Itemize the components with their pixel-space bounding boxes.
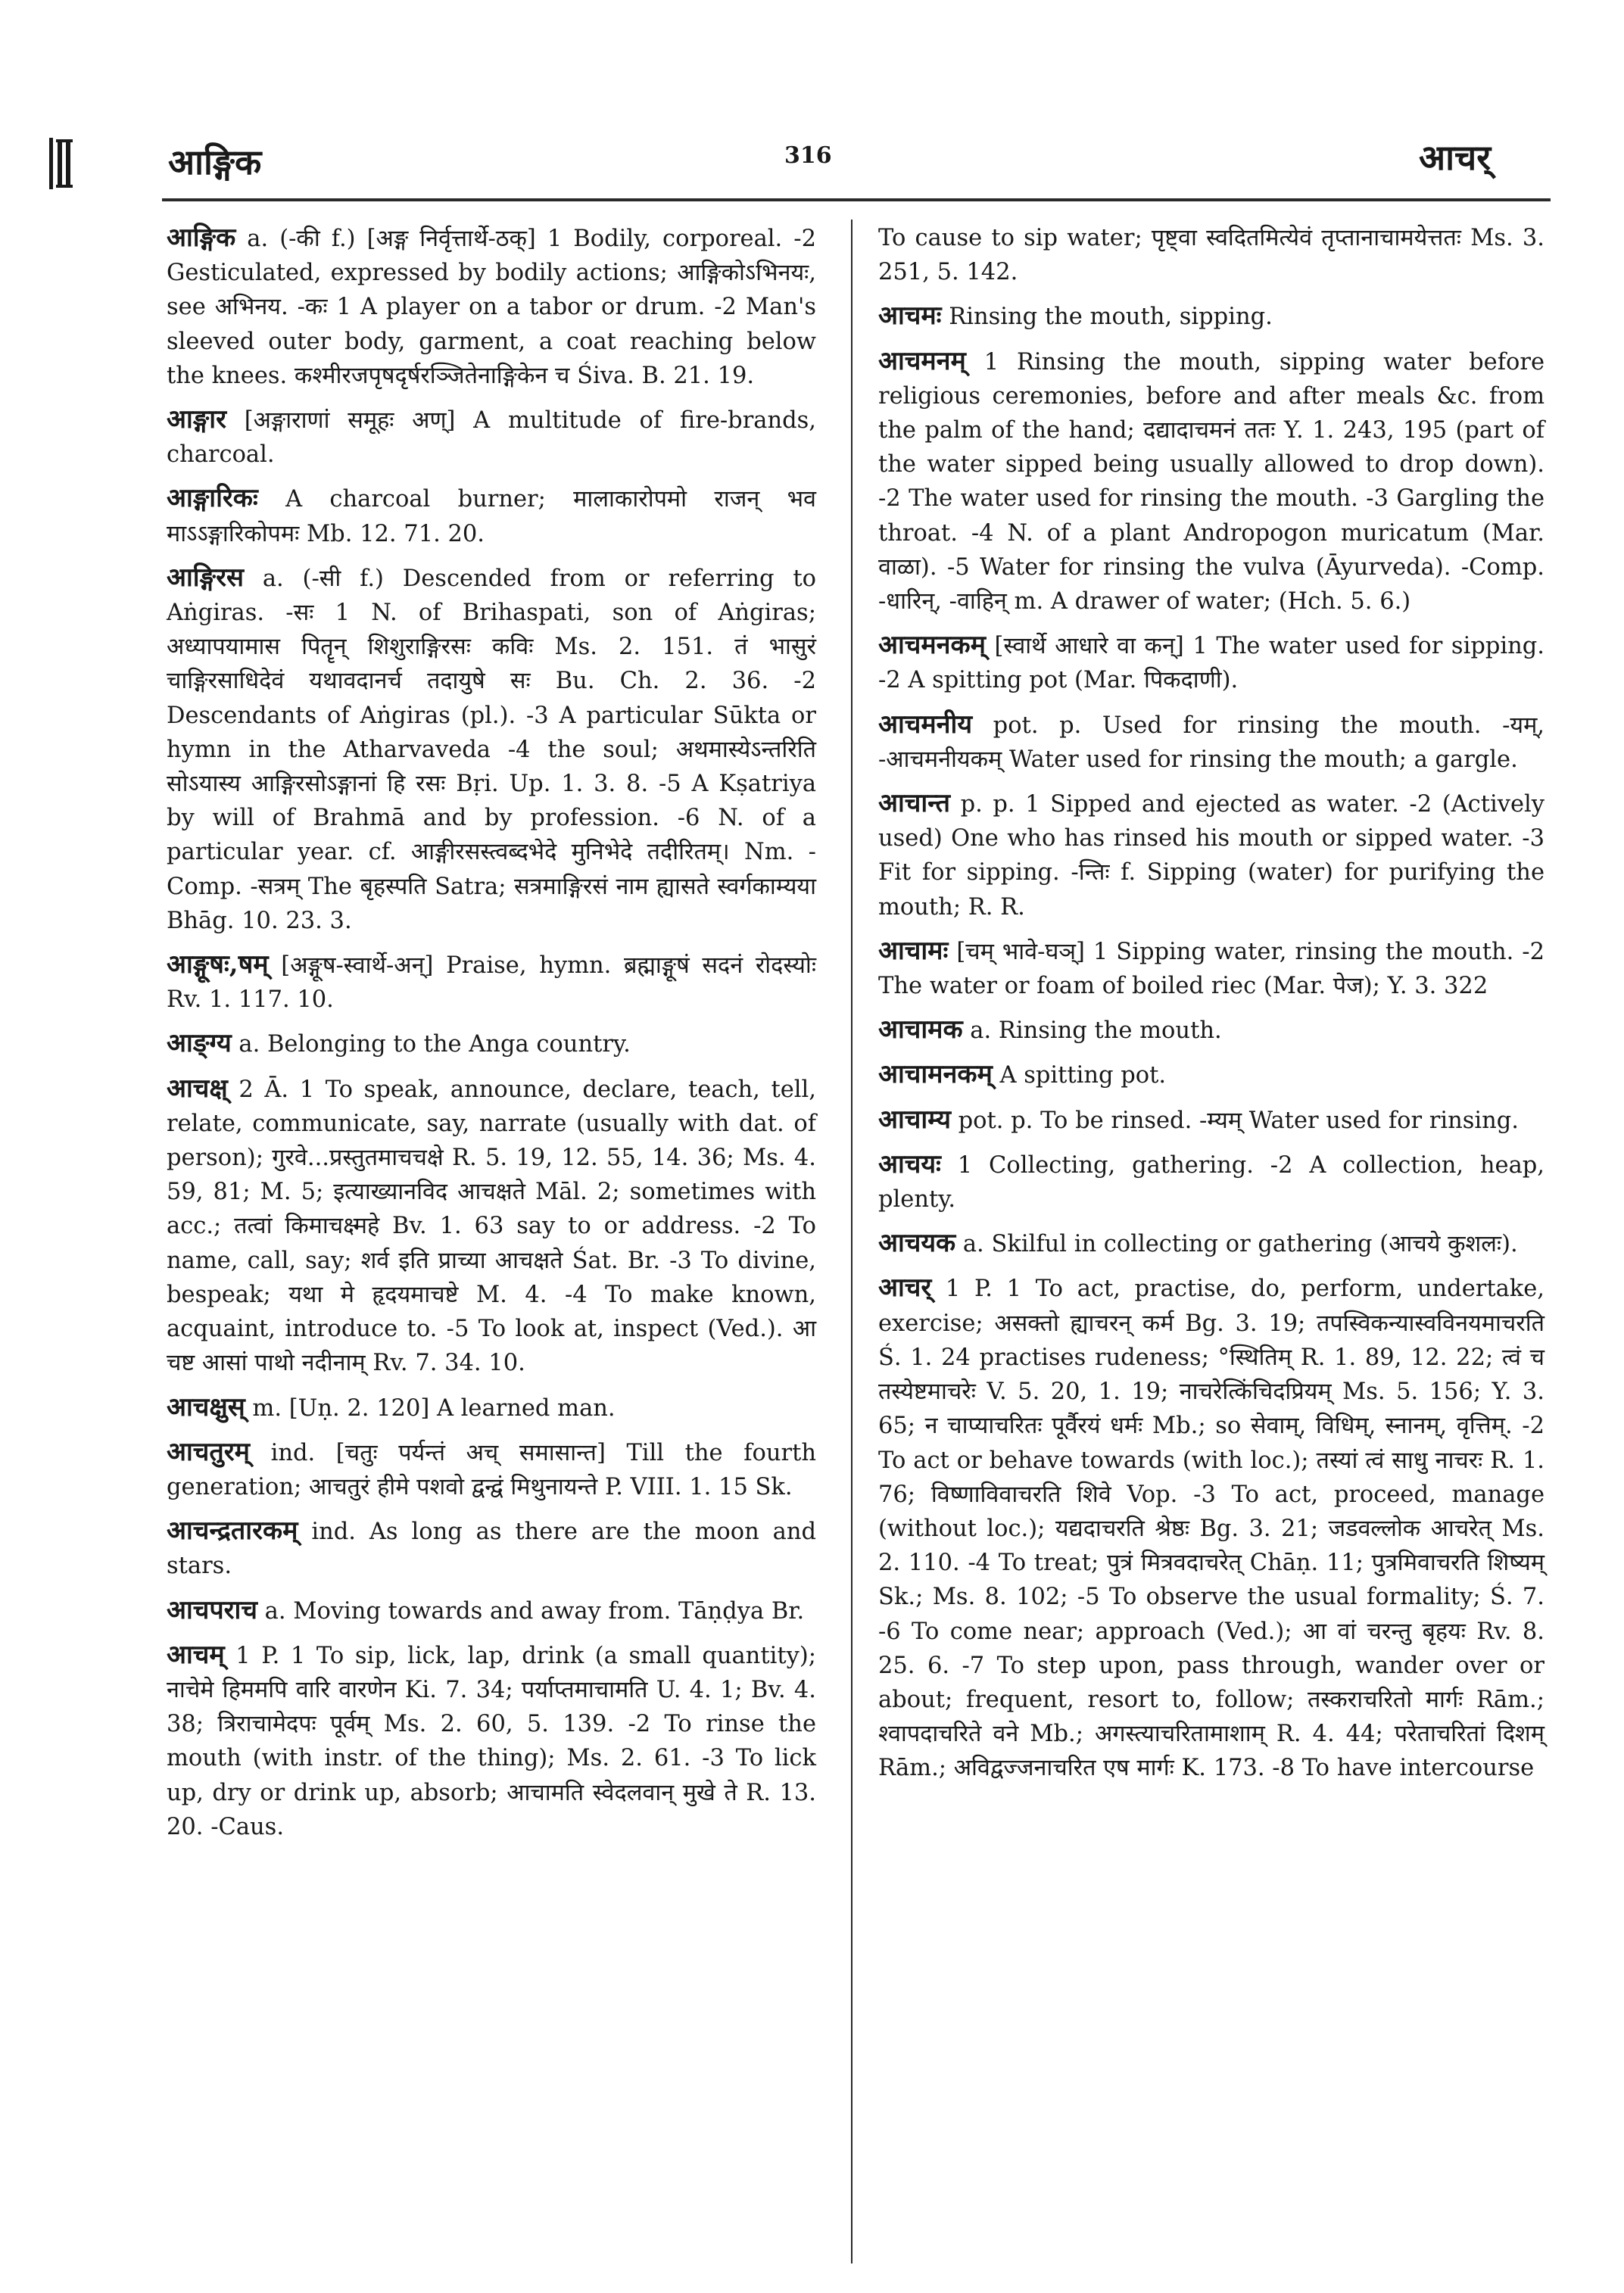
definition: ind. [चतुः पर्यन्तं अच् समासान्त] Till the fourth generation; आचतुरं हीमे पशवो द्वन्द्वं मिथुनायन्ते P. VIII. 1. 15 Sk. — [167, 1439, 816, 1500]
dictionary-entry — [878, 787, 1545, 924]
headword: आङ्गिक — [167, 223, 236, 253]
thumb-index-mark — [47, 136, 77, 191]
definition: [अङ्गूष-स्वार्थे-अन्] Praise, hymn. ब्रह्माङ्गूषं सदनं रोदस्योः Rv. 1. 117. 10. — [167, 952, 816, 1014]
definition: [चम् भावे-घञ्] 1 Sipping water, rinsing the mouth. -2 The water or foam of boiled riec (Mar. पेज); Y. 3. 322 — [878, 938, 1545, 1000]
definition: a. (-की f.) [अङ्ग निर्वृत्तार्थे-ठक्] 1 Bodily, corporeal. -2 Gesticulated, expressed by bodily actions; आङ्गिकोऽभिनयः, see अभिनय. -कः 1 A player on a tabor or drum. -2 Man's sleeved outer body, garment, a coat reaching below the knees. कश्मीरजपृषदृर्षरञ्जितेनाङ्गिकेन च Śiva. B. 21. 19. — [167, 226, 816, 389]
definition: ind. As long as there are the moon and stars. — [167, 1519, 816, 1580]
headword: आचर् — [878, 1273, 932, 1304]
headword: आचम् — [167, 1639, 225, 1670]
column-divider — [851, 220, 853, 2263]
dictionary-entry — [167, 1638, 816, 1844]
dictionary-entry — [878, 1148, 1545, 1217]
headword: आङ्ग्य — [167, 1028, 232, 1059]
headword: आचामनकम् — [878, 1059, 993, 1090]
headword: आचाम्य — [878, 1104, 951, 1135]
definition: [अङ्गाराणां समूहः अण्] A multitude of fire-brands, charcoal. — [167, 407, 816, 469]
dictionary-entry — [167, 948, 816, 1017]
definition: a. Belonging to the Anga country. — [231, 1031, 631, 1058]
dictionary-entry — [878, 708, 1545, 777]
headword: आचमनकम् — [878, 630, 986, 661]
headword: आचन्द्रतारकम् — [167, 1516, 298, 1547]
dictionary-entry — [878, 299, 1545, 334]
headword: आचान्त — [878, 788, 950, 819]
definition: 1 Collecting, gathering. -2 A collection, heap, plenty. — [878, 1151, 1545, 1213]
definition: 2 Ā. 1 To speak, announce, declare, teach, tell, relate, communicate, say, narrate (usually with dat. of person); गुरवे...प्रस्तुतमाचचक्षे R. 5. 19, 12. 55, 14. 36; Ms. 4. 59, 81; M. 5; इत्याख्यानविद आचक्षते Māl. 2; sometimes with acc.; तत्वां किमाचक्ष्महे Bv. 1. 63 say to or address. -2 To name, call, say; शर्व इति प्राच्या आचक्षते Śat. Br. -3 To divine, bespeak; यथा मे हृदयमाचष्टे M. 4. -4 To make known, acquaint, introduce to. -5 To look at, inspect (Ved.). आ चष्ट आसां पाथो नदीनाम् Rv. 7. 34. 10. — [167, 1076, 816, 1377]
left-column — [167, 221, 816, 1854]
dictionary-entry — [167, 221, 816, 393]
dictionary-entry — [167, 1027, 816, 1061]
dictionary-entry — [878, 1058, 1545, 1092]
definition: a. (-सी f.) Descended from or referring to Aṅgiras. -सः 1 N. of Brihaspati, son of Aṅgiras; अध्यापयामास पितॄन् शिशुराङ्गिरसः कविः Ms. 2. 151. तं भासुरं चाङ्गिरसाधिदेवं यथावदानर्च तदायुषे सः Bu. Ch. 2. 36. -2 Descendants of Aṅgiras (pl.). -3 A particular Sūkta or hymn in the Atharvaveda -4 the soul; अथमास्येऽन्तरिति सोऽयास्य आङ्गिरसोऽङ्गानां हि रसः Bṛi. Up. 1. 3. 8. -5 A Kṣatriya by will of Brahmā and by profession. -6 N. of a particular year. cf. आङ्गीरसस्त्वब्दभेदे मुनिभेदे तदीरितम्। Nm. -Comp. -सत्रम् The बृहस्पति Satra; सत्रमाङ्गिरसं नाम ह्यासते स्वर्गकाम्यया Bhāg. 10. 23. 3. — [167, 565, 816, 934]
definition: To cause to sip water; पृष्ट्वा स्वदितमित्येवं तृप्तानाचामयेत्ततः Ms. 3. 251, 5. 142. — [878, 225, 1545, 286]
headword: आचतुरम् — [167, 1436, 250, 1467]
dictionary-entry-continued — [878, 221, 1545, 289]
definition: pot. p. To be rinsed. -म्यम् Water used for rinsing. — [950, 1107, 1520, 1134]
headword: आङ्गार — [167, 404, 226, 435]
definition: 1 P. 1 To sip, lick, lap, drink (a small quantity); नाचेमे हिममपि वारि वारणेन Ki. 7. 34; पर्याप्तमाचामति U. 4. 1; Bv. 4. 38; त्रिराचामेदपः पूर्वम् Ms. 2. 60, 5. 139. -2 To rinse the mouth (with instr. of the thing); Ms. 2. 61. -3 To lick up, dry or drink up, absorb; आचामति स्वेदलवान् मुखे ते R. 13. 20. -Caus. — [167, 1642, 816, 1840]
dictionary-entry — [878, 1271, 1545, 1785]
page-number: 316 — [784, 142, 832, 169]
header-rule — [162, 198, 1551, 201]
definition: [स्वार्थे आधारे वा कन्] 1 The water used for sipping. -2 A spitting pot (Mar. पिकदाणी). — [878, 633, 1545, 694]
headword: आचयः — [878, 1148, 941, 1179]
dictionary-entry — [878, 344, 1545, 619]
running-head-first-word: आङ्गिक — [168, 142, 262, 182]
headword: आचमनम् — [878, 345, 966, 376]
definition: a. Skilful in collecting or gathering (आचये कुशलः). — [955, 1231, 1518, 1258]
definition: a. Moving towards and away from. Tāṇḍya Br. — [257, 1597, 805, 1625]
dictionary-entry — [167, 481, 816, 550]
dictionary-entry — [167, 403, 816, 472]
definition: m. [Uṇ. 2. 120] A learned man. — [245, 1394, 616, 1422]
definition: Rinsing the mouth, sipping. — [941, 304, 1273, 331]
definition: A charcoal burner; मालाकारोपमो राजन् भव माऽऽङ्गारिकोपमः Mb. 12. 71. 20. — [167, 486, 816, 547]
dictionary-entry — [878, 1103, 1545, 1138]
headword: आचमः — [878, 301, 942, 332]
dictionary-entry — [167, 1435, 816, 1504]
headword: आचक्षुस् — [167, 1391, 245, 1422]
dictionary-entry — [878, 934, 1545, 1003]
dictionary-entry — [878, 628, 1545, 697]
dictionary-entry — [167, 1391, 816, 1425]
definition: p. p. 1 Sipped and ejected as water. -2 (Actively used) One who has rinsed his mouth or sipped water. -3 Fit for sipping. -न्तिः f. Sipping (water) for purifying the mouth; R. R. — [878, 791, 1545, 921]
definition: 1 Rinsing the mouth, sipping water before religious ceremonies, before and after meals &c. from the palm of the hand; दद्यादाचमनं ततः Y. 1. 243, 195 (part of the water sipped being usually allowed to drop down). -2 The water used for rinsing the mouth. -3 Gargling the throat. -4 N. of a plant Andropogon muricatum (Mar. वाळा). -5 Water for rinsing the vulva (Āyurveda). -Comp. -धारिन्, -वाहिन् m. A drawer of water; (Hch. 5. 6.) — [878, 348, 1545, 615]
headword: आचामः — [878, 935, 949, 966]
running-head-last-word: आचर् — [1419, 137, 1492, 178]
headword: आङ्गारिकः — [167, 483, 258, 514]
headword: आचयक — [878, 1228, 956, 1259]
dictionary-entry — [167, 1072, 816, 1381]
headword: आङ्गूषः,षम् — [167, 949, 269, 980]
headword: आङ्गिरस — [167, 562, 244, 593]
definition: a. Rinsing the mouth. — [962, 1017, 1222, 1045]
definition: pot. p. Used for rinsing the mouth. -यम्, -आचमनीयकम् Water used for rinsing the mouth; a gargle. — [878, 712, 1545, 773]
definition: A spitting pot. — [992, 1062, 1167, 1089]
headword: आचपराच — [167, 1594, 257, 1625]
dictionary-entry — [167, 1594, 816, 1628]
dictionary-entry — [167, 561, 816, 938]
headword: आचक्ष् — [167, 1073, 228, 1104]
headword: आचमनीय — [878, 709, 973, 740]
dictionary-entry — [878, 1013, 1545, 1048]
dictionary-entry — [167, 1514, 816, 1583]
dictionary-entry — [878, 1226, 1545, 1261]
definition: 1 P. 1 To act, practise, do, perform, undertake, exercise; असक्तो ह्याचरन् कर्म Bg. 3. 19; तपस्विकन्यास्वविनयमाचरति Ś. 1. 24 practises rudeness; °स्थितिम् R. 1. 89, 12. 22; त्वं च तस्येष्टमाचरेः V. 5. 20, 1. 19; नाचरेत्किंचिदप्रियम् Ms. 5. 156; Y. 3. 65; न चाप्याचरितः पूर्वैरयं धर्मः Mb.; so सेवाम्, विधिम्, स्नानम्, वृत्तिम्. -2 To act or behave towards (with loc.); तस्यां त्वं साधु नाचरः R. 1. 76; विष्णाविवाचरति शिवे Vop. -3 To act, proceed, manage (without loc.); यद्यदाचरति श्रेष्ठः Bg. 3. 21; जडवल्लोक आचरेत् Ms. 2. 110. -4 To treat; पुत्रं मित्रवदाचरेत् Chāṇ. 11; पुत्रमिवाचरति शिष्यम् Sk.; Ms. 8. 102; -5 To observe the usual formality; Ś. 7. -6 To come near; approach (Ved.); आ वां चरन्तु बृहयः Rv. 8. 25. 6. -7 To step upon, pass through, wander over or about; frequent, resort to, follow; तस्कराचरितो मार्गः Rām.; श्वापदाचरिते वने Mb.; अगस्त्याचरितामाशाम् R. 4. 44; परेताचरितां दिशम् Rām.; अविद्वज्जनाचरित एष मार्गः K. 173. -8 To have intercourse — [878, 1276, 1545, 1782]
headword: आचामक — [878, 1014, 963, 1045]
right-column — [878, 221, 1545, 1796]
